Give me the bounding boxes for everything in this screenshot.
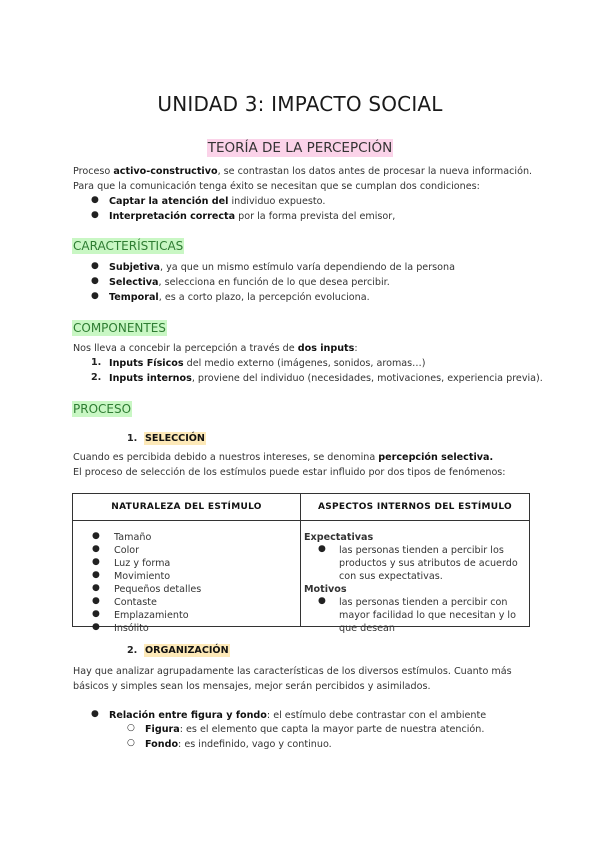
intro-text: Proceso — [73, 166, 114, 177]
intro-text: , se contrastan los datos antes de procesar la nueva información. — [217, 166, 533, 177]
stimulus-table — [72, 493, 530, 634]
table-list-item: Luz y forma — [114, 558, 171, 569]
table-list-item: Color — [114, 545, 140, 556]
table-text-line: con sus expectativas. — [339, 571, 443, 582]
list-item — [109, 291, 370, 304]
intro-bold: dos inputs — [297, 343, 355, 354]
list-item — [109, 261, 455, 274]
item-bold: Selectiva — [109, 277, 159, 288]
subtitle-wrap — [0, 137, 600, 157]
motivos-title: Motivos — [304, 584, 347, 595]
table-cell-left — [73, 521, 301, 634]
table-header: ASPECTOS INTERNOS DEL ESTÍMULO — [301, 494, 530, 521]
seleccion-line-2: El proceso de selección de los estímulos puede estar influido por dos tipos de fenómenos: — [73, 467, 506, 478]
bullet-dot: ● — [92, 557, 100, 567]
bullet-dot: ● — [91, 276, 99, 286]
list-item — [109, 195, 325, 208]
sub-list-item — [145, 738, 332, 751]
circle-bullet: ○ — [127, 738, 135, 748]
cell-wrap — [73, 521, 300, 634]
table-list-item: Contaste — [114, 597, 157, 608]
list-number: 2. — [127, 645, 138, 656]
table-text-line: que desean — [339, 623, 395, 634]
sub-list-item — [145, 723, 484, 736]
item-text: : el estímulo debe contrastar con el ambiente — [266, 710, 487, 721]
heading-componentes: COMPONENTES — [73, 321, 166, 335]
list-number: 2. — [91, 372, 102, 383]
item-text: individuo expuesto. — [228, 196, 326, 207]
table-list-item: Movimiento — [114, 571, 171, 582]
table-list-item: Insólito — [114, 623, 149, 634]
page-title: UNIDAD 3: IMPACTO SOCIAL — [157, 92, 443, 116]
seleccion-bold: percepción selectiva. — [378, 452, 494, 463]
cell-wrap — [301, 521, 529, 634]
subheading-organizacion: ORGANIZACIÓN — [145, 645, 229, 656]
table-text-line: productos y sus atributos de acuerdo — [339, 558, 518, 569]
seleccion-line-1 — [73, 451, 493, 464]
bullet-dot: ● — [92, 583, 100, 593]
item-text: : es indefinido, vago y continuo. — [178, 739, 332, 750]
bullet-dot: ● — [92, 622, 100, 632]
intro-text: Nos lleva a concebir la percepción a través de — [73, 343, 298, 354]
bullet-dot: ● — [92, 531, 100, 541]
item-bold: Relación entre figura y fondo — [109, 710, 267, 721]
list-item — [109, 276, 390, 289]
item-text: , proviene del individuo (necesidades, motivaciones, experiencia previa). — [191, 373, 543, 384]
seleccion-text: Cuando es percibida debido a nuestros intereses, se denomina — [73, 452, 379, 463]
list-item — [109, 709, 486, 722]
bullet-dot: ● — [92, 596, 100, 606]
item-text: por la forma prevista del emisor, — [235, 211, 396, 222]
subheading-seleccion: SELECCIÓN — [145, 433, 205, 444]
table-list-item: Pequeños detalles — [114, 584, 202, 595]
table-text-line: las personas tienden a percibir los — [339, 545, 504, 556]
intro-text: : — [354, 343, 358, 354]
organizacion-line-1: Hay que analizar agrupadamente las características de los diversos estímulos. Cuanto más — [73, 666, 512, 677]
item-text: , es a corto plazo, la percepción evoluciona. — [158, 292, 370, 303]
list-number: 1. — [127, 433, 138, 444]
bullet-dot: ● — [91, 210, 99, 220]
list-item — [109, 210, 395, 223]
intro-line-2: Para que la comunicación tenga éxito se necesitan que se cumplan dos condiciones: — [73, 181, 480, 192]
table-header: NATURALEZA DEL ESTÍMULO — [73, 494, 301, 521]
bullet-dot: ● — [91, 261, 99, 271]
table-text-line: las personas tienden a percibir con — [339, 597, 508, 608]
bullet-dot: ● — [91, 709, 99, 719]
item-bold: Fondo — [145, 739, 179, 750]
item-text: : es el elemento que capta la mayor parte de nuestra atención. — [179, 724, 485, 735]
item-text: , ya que un mismo estímulo varía dependiendo de la persona — [160, 262, 455, 273]
intro-line-1 — [73, 165, 532, 178]
item-bold: Inputs internos — [109, 373, 192, 384]
table-list-item: Emplazamiento — [114, 610, 189, 621]
item-bold: Captar la atención del — [109, 196, 229, 207]
bullet-dot: ● — [92, 544, 100, 554]
bullet-dot: ● — [318, 544, 326, 554]
table-cell-right — [301, 521, 530, 634]
list-item — [109, 357, 426, 370]
componentes-intro — [73, 342, 358, 355]
table-text-line: mayor facilidad lo que necesitan y lo — [339, 610, 516, 621]
section-title-teoria: TEORÍA DE LA PERCEPCIÓN — [207, 140, 393, 156]
item-text: del medio externo (imágenes, sonidos, aromas…) — [183, 358, 426, 369]
bullet-dot: ● — [91, 291, 99, 301]
circle-bullet: ○ — [127, 723, 135, 733]
heading-proceso: PROCESO — [73, 402, 132, 416]
heading-caracteristicas: CARACTERÍSTICAS — [73, 239, 184, 253]
list-number: 1. — [91, 357, 102, 368]
organizacion-line-2: básicos y simples sean los mensajes, mejor serán percibidos y asimilados. — [73, 681, 431, 692]
bullet-dot: ● — [318, 596, 326, 606]
item-bold: Interpretación correcta — [109, 211, 236, 222]
intro-bold: activo-constructivo — [113, 166, 218, 177]
expectativas-title: Expectativas — [304, 532, 374, 543]
item-bold: Inputs Físicos — [109, 358, 184, 369]
item-text: , selecciona en función de lo que desea percibir. — [158, 277, 390, 288]
bullet-dot: ● — [92, 609, 100, 619]
table-list-item: Tamaño — [114, 532, 152, 543]
bullet-dot: ● — [91, 195, 99, 205]
list-item — [109, 372, 543, 385]
item-bold: Subjetiva — [109, 262, 161, 273]
bullet-dot: ● — [92, 570, 100, 580]
item-bold: Figura — [145, 724, 180, 735]
item-bold: Temporal — [109, 292, 159, 303]
